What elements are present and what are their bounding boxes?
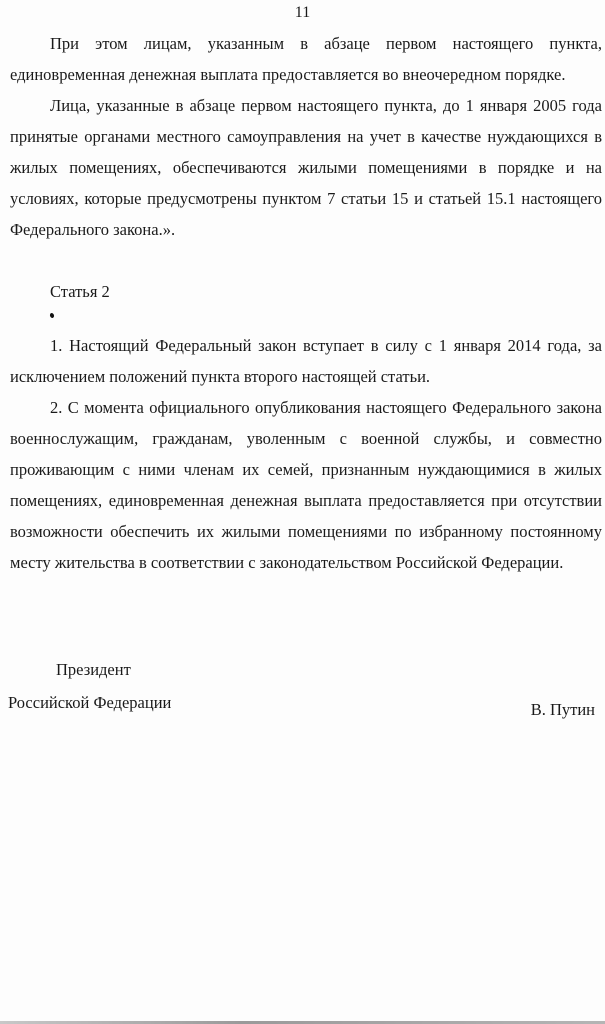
article-paragraph: 1. Настоящий Федеральный закон вступает в силу с 1 января 2014 года, за исключением положений пункта второго настоящей статьи.	[10, 336, 602, 386]
document-body	[10, 28, 602, 578]
signatory-organization: Российской Федерации	[8, 693, 172, 712]
signatory-name: В. Путин	[530, 700, 595, 719]
paragraph: Лица, указанные в абзаце первом настоящего пункта, до 1 января 2005 года принятые органами местного самоуправления на учет в качестве нуждающихся в жилых помещениях, обеспечиваются жилыми помещениями в порядке и на условиях, которые предусмотрены пунктом 7 статьи 15 и статьей 15.1 настоящего Федерального закона.».	[10, 96, 602, 239]
paragraph: При этом лицам, указанным в абзаце первом настоящего пункта, единовременная денежная выплата предоставляется во внеочередном порядке.	[10, 34, 602, 84]
scan-speck	[49, 312, 54, 318]
article-body	[10, 330, 602, 578]
page-number: 11	[294, 4, 311, 21]
signature-block	[0, 660, 605, 730]
article-paragraph: 2. С момента официального опубликования настоящего Федерального закона военнослужащим, гражданам, уволенным с военной службы, и совместно проживающим с ними членам их семей, признанным нуждающимися в жилых помещениях, единовременная денежная выплата предоставляется при отсутствии возможности обеспечить их жилыми помещениями по избранному постоянному месту жительства в соответствии с законодательством Российской Федерации.	[10, 398, 602, 572]
article-heading: Статья 2	[50, 282, 110, 301]
signatory-title: Президент	[56, 660, 131, 679]
